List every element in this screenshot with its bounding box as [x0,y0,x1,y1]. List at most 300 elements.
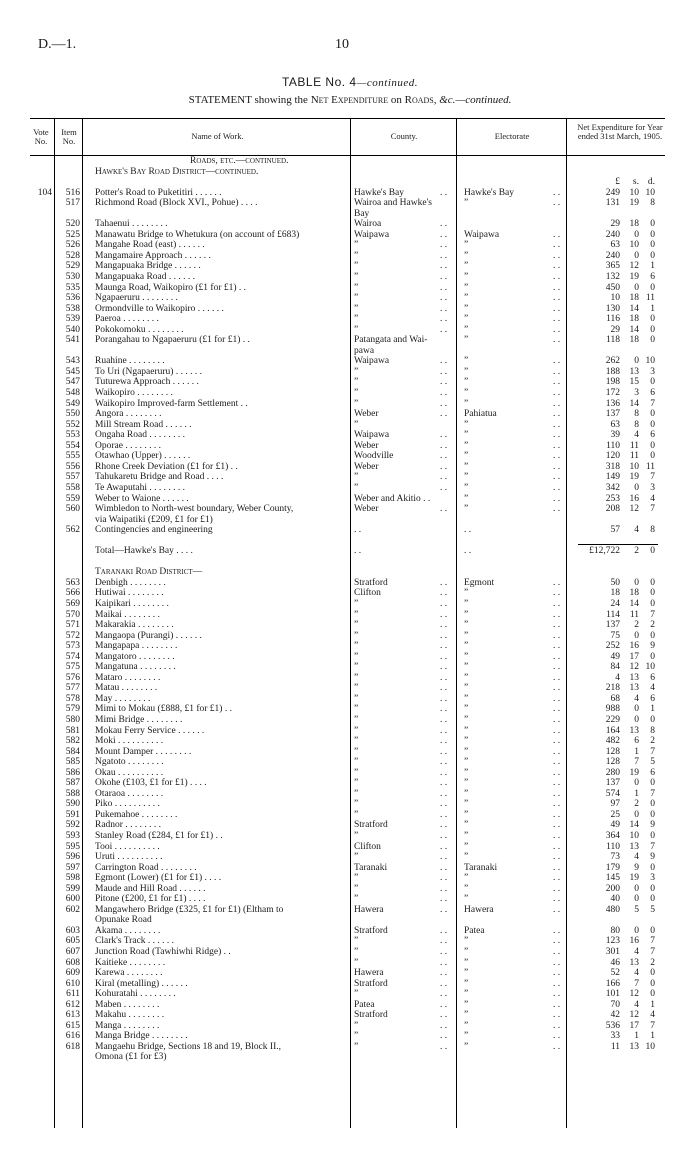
county: ” [354,598,359,609]
work-name: Clark's Track . . . . . . [95,936,175,947]
leader-dots: . . [440,504,448,515]
leader-dots: . . [440,229,448,240]
work-name: Piko . . . . . . . . . . [95,799,160,810]
amount-shillings: 16 [629,936,639,947]
item-number: 541 [65,335,80,346]
work-name: Waikopiro . . . . . . . . [95,388,173,399]
leader-dots: . . [553,757,561,768]
amount-shillings: 12 [629,1010,639,1021]
work-name: May . . . . . . . . [95,693,151,704]
electorate: ” [464,1010,469,1021]
county: ” [354,609,359,620]
item-number: 516 [65,187,80,198]
leader-dots: . . [553,641,561,652]
table-row [0,905,700,916]
col-electorate-header: Electorate [494,131,530,141]
electorate: ” [464,588,469,599]
amount-pounds: 70 [610,999,620,1010]
leader-dots: . . [553,324,561,335]
work-name: Mangapuaka Road . . . . . . [95,272,195,283]
table-body [0,156,700,1063]
amount-pounds: 97 [610,799,620,810]
total-rule [578,544,658,545]
amount-pounds: 280 [605,767,620,778]
leader-dots: . . [440,356,448,367]
table-row [0,926,700,937]
amount-shillings: 18 [629,314,639,325]
amount-shillings: 12 [629,662,639,673]
electorate: ” [464,282,469,293]
amount-pence: 0 [650,862,655,873]
work-name: Pokokomoku . . . . . . . . [95,324,184,335]
leader-dots: . . [440,767,448,778]
work-name: Mangamaire Approach . . . . . . [95,250,211,261]
amount-pence: 1 [650,1031,655,1042]
electorate: ” [464,261,469,272]
electorate: ” [464,366,469,377]
amount-pence: 2 [650,957,655,968]
leader-dots: . . [553,788,561,799]
electorate: ” [464,451,469,462]
table-row [0,778,700,789]
work-name: Wimbledon to North-west boundary, Weber County, [95,504,294,515]
work-name: Mangahe Road (east) . . . . . . [95,240,205,251]
amount-shillings: 10 [629,187,639,198]
amount-pounds: 57 [610,525,620,536]
table-row [0,884,700,895]
leader-dots: . . [553,831,561,841]
work-name: Mangaopa (Purangi) . . . . . . [95,630,202,641]
item-number: 598 [65,873,80,884]
amount-pence: 0 [650,809,655,820]
amount-pounds: 145 [605,873,620,884]
amount-shillings: 10 [629,831,639,841]
work-name: Richmond Road (Block XVI., Pohue) . . . . [95,198,258,209]
leader-dots: . . [440,704,448,715]
amount-shillings: 13 [629,841,639,852]
amount-pounds: 208 [605,504,620,515]
amount-pence: 0 [650,651,655,662]
table-row [0,283,700,294]
amount-pence: 0 [650,577,655,588]
item-number: 603 [65,925,80,936]
county: ” [354,377,359,388]
amount-shillings: 10 [629,461,639,472]
amount-shillings: 0 [634,282,639,293]
amount-pence: 4 [650,683,655,694]
amount-pounds: 25 [610,809,620,820]
amount-pounds: 188 [605,366,620,377]
item-number: 550 [65,409,80,420]
table-row [0,272,700,283]
county: ” [354,778,359,789]
leader-dots: . . [440,725,448,736]
county: ” [354,957,359,968]
table-row [0,610,700,621]
county: ” [354,936,359,947]
item-number: 574 [65,651,80,662]
item-number: 539 [65,314,80,325]
electorate: Taranaki [464,862,498,873]
item-number: 535 [65,282,80,293]
amount-pounds: 29 [610,324,620,335]
table-row [0,314,700,325]
electorate: ” [464,314,469,325]
amount-pounds: 110 [606,440,620,451]
leader-dots: . . [440,577,448,588]
amount-shillings: 18 [629,219,639,230]
table-row [0,789,700,800]
electorate: ” [464,820,469,831]
amount-pounds: 218 [605,683,620,694]
table-row [0,230,700,241]
item-number: 591 [65,809,80,820]
amount-pounds: 164 [605,725,620,736]
amount-pence: 10 [645,356,655,367]
leader-dots: . . [440,219,448,230]
item-number: 555 [65,451,80,462]
leader-dots: . . [553,936,561,947]
amount-shillings: 18 [629,293,639,304]
amount-shillings: 16 [629,493,639,504]
table-row [0,240,700,251]
table-row [0,842,700,853]
work-name: Uruti . . . . . . . . . . [95,852,163,863]
amount-pence: d. [647,177,655,188]
electorate: ” [464,809,469,820]
amount-pounds: 84 [610,662,620,673]
item-number: 528 [65,250,80,261]
amount-pence: 4 [650,1010,655,1021]
electorate: ” [464,799,469,810]
county: . . [354,546,362,557]
table-row [0,757,700,768]
leader-dots: . . [440,820,448,831]
amount-pence: 6 [650,767,655,778]
electorate: ” [464,198,469,209]
amount-pounds: 123 [605,936,620,947]
work-name: Kaipikari . . . . . . . . [95,598,169,609]
table-row [0,177,700,188]
county: Woodville [354,451,394,462]
amount-pounds: 63 [610,419,620,430]
electorate: ” [464,778,469,789]
work-name: Mataro . . . . . . . . [95,672,161,683]
column-header-row [30,118,665,156]
leader-dots: . . [440,831,448,841]
amount-shillings: 4 [634,430,639,441]
item-number: 558 [65,482,80,493]
work-name: Hutiwai . . . . . . . . [95,588,164,599]
item-number: 525 [65,229,80,240]
amount-shillings: 13 [629,672,639,683]
amount-shillings: 0 [634,809,639,820]
leader-dots: . . [553,588,561,599]
work-name: Mangaehu Bridge, Sections 18 and 19, Block II., [95,1041,282,1052]
col-expenditure-header: Net Expenditure for Year ended 31st March, 1905. [577,122,663,141]
work-name: Ongaha Road . . . . . . . . [95,430,185,441]
county: ” [354,482,359,493]
item-number: 563 [65,577,80,588]
electorate: ” [464,662,469,673]
item-number: 552 [65,419,80,430]
amount-shillings: 8 [634,409,639,420]
table-row [0,209,700,220]
leader-dots: . . [440,588,448,599]
leader-dots: . . [440,377,448,388]
item-number: 615 [65,1020,80,1031]
col-county-header: County. [390,131,418,141]
electorate: ” [464,725,469,736]
amount-pence: 8 [650,525,655,536]
electorate: Egmont [464,577,495,588]
leader-dots: . . [553,957,561,968]
amount-shillings: 17 [629,1020,639,1031]
work-name: Omona (£1 for £3) [95,1052,167,1063]
amount-pence: 0 [650,335,655,346]
table-row [0,915,700,926]
item-number: 520 [65,219,80,230]
amount-shillings: 4 [634,693,639,704]
county: ” [354,767,359,778]
work-name: Angora . . . . . . . . [95,409,162,420]
leader-dots: . . [553,651,561,662]
electorate: ” [464,672,469,683]
amount-pence: 0 [650,989,655,1000]
leader-dots: . . [440,989,448,1000]
electorate: ” [464,883,469,894]
electorate: ” [464,757,469,768]
amount-pounds: 101 [605,989,620,1000]
amount-shillings: 14 [629,598,639,609]
work-name: Potter's Road to Puketitiri . . . . . . [95,187,222,198]
amount-shillings: 6 [634,736,639,747]
table-row [0,588,700,599]
leader-dots: . . [440,736,448,747]
county: Stratford [354,820,388,831]
county: Weber and Akitio . . [354,493,431,504]
amount-pounds: 137 [605,620,620,631]
work-name: Manawatu Bridge to Whetukura (on account of £683) [95,229,300,240]
amount-pounds: 240 [605,250,620,261]
section-heading-row [0,567,700,578]
leader-dots: . . [553,799,561,810]
work-name: Tuturewa Approach . . . . . . [95,377,199,388]
leader-dots: . . [553,261,561,272]
county: ” [354,799,359,810]
table-row [0,219,700,230]
work-name: Pitone (£200, £1 for £1) . . . . [95,894,206,905]
leader-dots: . . [440,883,448,894]
amount-shillings: 12 [629,261,639,272]
table-row [0,1010,700,1021]
work-name: Junction Road (Tawhiwhi Ridge) . . [95,947,231,958]
county: . . [354,525,362,536]
item-number: 600 [65,894,80,905]
electorate: ” [464,683,469,694]
amount-pence: 7 [650,788,655,799]
leader-dots: . . [440,1041,448,1052]
leader-dots: . . [440,788,448,799]
county: ” [354,630,359,641]
amount-pence: 1 [650,303,655,314]
county: ” [354,989,359,1000]
electorate: ” [464,714,469,725]
electorate: ” [464,957,469,968]
section-heading-row [0,156,700,167]
item-number: 566 [65,588,80,599]
leader-dots: . . [440,472,448,483]
electorate: ” [464,240,469,251]
item-number: 540 [65,324,80,335]
table-row [0,356,700,367]
amount-pence: 0 [650,409,655,420]
leader-dots: . . [440,240,448,251]
work-name: Egmont (Lower) (£1 for £1) . . . . [95,873,222,884]
work-name: Contingencies and engineering [95,525,213,536]
work-name: Total—Hawke's Bay . . . . [95,546,193,557]
amount-shillings: 11 [629,609,639,620]
work-name: Taranaki Road District— [95,567,203,578]
table-row [0,768,700,779]
county: ” [354,693,359,704]
county: ” [354,641,359,652]
county: ” [354,672,359,683]
county: ” [354,324,359,335]
amount-pence: 0 [650,377,655,388]
amount-pence: 10 [645,1041,655,1052]
leader-dots: . . [553,968,561,979]
leader-dots: . . [553,746,561,757]
amount-shillings: 4 [634,968,639,979]
amount-pence: 9 [650,820,655,831]
amount-shillings: 2 [634,799,639,810]
county: ” [354,651,359,662]
leader-dots: . . [553,662,561,673]
table-row [0,831,700,842]
table-row [0,1031,700,1042]
leader-dots: . . [553,894,561,905]
amount-pounds: 988 [605,704,620,715]
amount-pence: 6 [650,672,655,683]
item-number: 616 [65,1031,80,1042]
electorate: ” [464,693,469,704]
amount-pence: 0 [650,630,655,641]
amount-shillings: 17 [629,651,639,662]
item-number: 610 [65,978,80,989]
leader-dots: . . [440,746,448,757]
amount-shillings: 19 [629,873,639,884]
leader-dots: . . [440,609,448,620]
leader-dots: . . [440,250,448,261]
amount-pence: 0 [650,831,655,841]
amount-shillings: 4 [634,947,639,958]
amount-shillings: 3 [634,388,639,399]
leader-dots: . . [553,472,561,483]
leader-dots: . . [553,683,561,694]
electorate: ” [464,388,469,399]
item-number: 526 [65,240,80,251]
item-number: 618 [65,1041,80,1052]
work-name: Oporae . . . . . . . . [95,440,161,451]
electorate: Hawera [464,904,494,915]
item-number: 543 [65,356,80,367]
work-name: Makahu . . . . . . . . [95,1010,165,1021]
leader-dots: . . [553,577,561,588]
item-number: 585 [65,757,80,768]
work-name: Te Awaputahi . . . . . . . . [95,482,186,493]
amount-shillings: 19 [629,472,639,483]
work-name: To Uri (Ngapaeruru) . . . . . . [95,366,202,377]
leader-dots: . . [553,250,561,261]
county: Weber [354,504,379,515]
col-item-header: Item No. [61,127,77,146]
amount-pounds: 480 [605,904,620,915]
amount-pence: 3 [650,873,655,884]
table-row [0,1052,700,1063]
leader-dots: . . [440,662,448,673]
table-row [0,494,700,505]
leader-dots: . . [553,883,561,894]
electorate: ” [464,419,469,430]
work-name: Ngatoto . . . . . . . . [95,757,164,768]
leader-dots: . . [553,419,561,430]
leader-dots: . . [553,504,561,515]
item-number: 595 [65,841,80,852]
county: ” [354,831,359,841]
amount-shillings: 13 [629,725,639,736]
amount-shillings: 19 [629,767,639,778]
work-name: via Waipatiki (£209, £1 for £1) [95,514,213,525]
amount-pounds: 131 [605,198,620,209]
amount-pence: 6 [650,430,655,441]
work-name: Okohe (£103, £1 for £1) . . . . [95,778,207,789]
work-name: Makarakia . . . . . . . . [95,620,174,631]
work-name: Kohuratahi . . . . . . . . [95,989,176,1000]
amount-pence: 1 [650,704,655,715]
amount-shillings: 0 [634,630,639,641]
table-row [0,968,700,979]
electorate: ” [464,461,469,472]
item-number: 536 [65,293,80,304]
leader-dots: . . [553,229,561,240]
amount-shillings: 14 [629,303,639,314]
amount-pounds: 73 [610,852,620,863]
table-row [0,947,700,958]
item-number: 578 [65,693,80,704]
item-number: 611 [66,989,80,1000]
amount-pence: 0 [650,978,655,989]
item-number: 597 [65,862,80,873]
table-row [0,430,700,441]
county: Stratford [354,978,388,989]
leader-dots: . . [440,978,448,989]
leader-dots: . . [440,778,448,789]
amount-pence: 6 [650,693,655,704]
work-name: Maben . . . . . . . . [95,999,160,1010]
work-name: Tooi . . . . . . . . . . [95,841,160,852]
county: Hawera [354,968,384,979]
county: ” [354,472,359,483]
amount-pounds: £12,722 [589,546,620,557]
work-name: Otaraoa . . . . . . . . [95,788,164,799]
table-row [0,715,700,726]
amount-shillings: 12 [629,504,639,515]
table-row [0,936,700,947]
amount-pounds: 40 [610,894,620,905]
electorate: ” [464,641,469,652]
item-number: 596 [65,852,80,863]
